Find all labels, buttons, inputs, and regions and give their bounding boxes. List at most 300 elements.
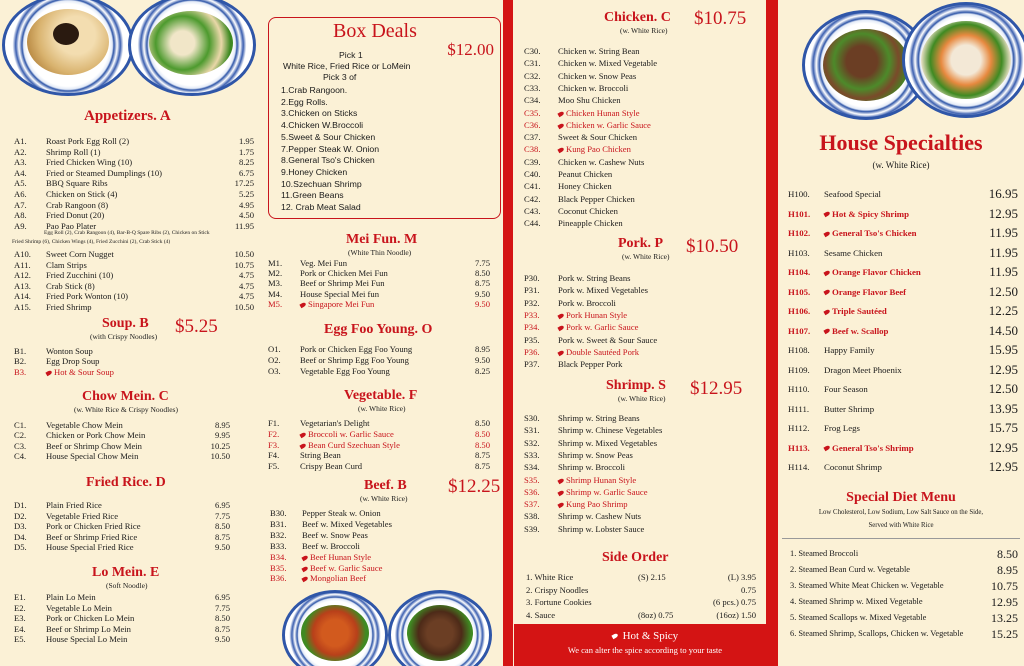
item-name: Crab Rangoon (8) — [46, 199, 109, 210]
item-price: 5.25 — [238, 189, 254, 199]
item-code: C34. — [524, 95, 541, 106]
item-code: F1. — [268, 418, 280, 428]
menu-item-row — [14, 189, 254, 199]
box-deal-option: 4.Chicken W.Broccoli — [281, 120, 364, 131]
item-price: 4.75 — [238, 270, 254, 281]
item-code: S39. — [524, 523, 540, 534]
vegetable-title: Vegetable. F — [344, 388, 418, 403]
menu-item-row — [270, 552, 470, 562]
special-diet-title: Special Diet Menu — [846, 490, 956, 505]
side-order-row — [526, 610, 756, 620]
chow-mein-subtitle: (w. White Rice & Crispy Noodles) — [74, 405, 178, 414]
menu-item-row — [268, 461, 490, 471]
item-price: 12.95 — [988, 361, 1018, 377]
item-name: Pao Pao Plater — [46, 220, 97, 231]
item-price: 9.50 — [214, 542, 230, 553]
item-code: C43. — [524, 205, 541, 216]
menu-item-row — [14, 147, 254, 157]
item-price: 11.95 — [989, 225, 1018, 240]
item-price: 6.95 — [214, 500, 230, 510]
box-deals-pick-3: Pick 3 of — [323, 72, 357, 82]
house-specialty-row — [788, 244, 1018, 260]
menu-item-row — [524, 359, 724, 369]
item-name: Beef w. Snow Peas — [302, 529, 368, 540]
chili-icon — [557, 350, 564, 356]
item-code: O3. — [268, 366, 281, 376]
item-name: Sweet Corn Nugget — [46, 249, 114, 259]
item-name: Pork w. Broccoli — [558, 297, 616, 308]
item-name: Beef or Shrimp Lo Mein — [46, 623, 131, 634]
box-deal-option: 1.Crab Rangoon. — [281, 85, 348, 95]
column-3 — [514, 0, 776, 666]
item-name: Vegetarian's Delight — [300, 418, 370, 428]
item-name: Vegetable Lo Mein — [46, 602, 112, 613]
chili-icon — [557, 110, 564, 116]
box-deal-option: 10.Szechuan Shrimp — [281, 178, 362, 189]
menu-item-row — [270, 563, 470, 573]
box-deals-title: Box Deals — [333, 20, 417, 42]
item-name: Pork or Chicken Mei Fun — [300, 268, 388, 279]
item-code: S34. — [524, 462, 540, 473]
house-specialty-row — [788, 422, 1018, 434]
item-name: General Tso's Shrimp — [824, 442, 914, 454]
item-name: Peanut Chicken — [558, 169, 613, 179]
item-name: Shrimp Roll (1) — [46, 146, 101, 157]
item-code: B31. — [270, 518, 287, 529]
item-name: General Tso's Chicken — [824, 227, 917, 239]
item-price: 8.75 — [214, 623, 230, 634]
dumplings-plate-image — [2, 0, 134, 96]
item-name: Crispy Bean Curd — [300, 461, 363, 472]
special-diet-note-2: Served with White Rice — [868, 522, 934, 529]
item-name: Crab Stick (8) — [46, 280, 95, 291]
item-name: Shrimp w. Lobster Sauce — [558, 523, 645, 534]
vegetable-subtitle: (w. White Rice) — [358, 404, 406, 413]
item-code: B30. — [270, 508, 287, 518]
footer-note: We can alter the spice according to your taste — [567, 645, 723, 655]
item-code: F4. — [268, 450, 280, 461]
item-name: Beef w. Broccoli — [302, 540, 360, 551]
item-price: 9.50 — [214, 634, 230, 645]
item-name: Beef or Shrimp Chow Mein — [46, 440, 142, 451]
side-order-name: 1. White Rice — [526, 572, 574, 582]
item-name: Beef w. Mixed Vegetables — [302, 518, 392, 529]
menu-item-row — [14, 178, 254, 188]
item-price: 6.95 — [214, 592, 230, 602]
menu-item-row — [268, 418, 490, 428]
item-code: S37. — [524, 499, 540, 510]
chow-mein-title: Chow Mein. C — [82, 389, 169, 404]
menu-item-row — [524, 169, 724, 179]
menu-item-row — [524, 450, 724, 460]
chili-icon — [823, 231, 830, 237]
item-name: Hot & Sour Soup — [46, 367, 114, 377]
item-code: H114. — [788, 462, 810, 472]
chicken-subtitle: (w. White Rice) — [620, 26, 668, 35]
side-order-name: 2. Crispy Noodles — [526, 584, 589, 595]
menu-item-row — [270, 541, 470, 551]
item-name: Orange Flavor Beef — [824, 286, 906, 298]
item-code: C31. — [524, 58, 541, 69]
item-name: Plain Fried Rice — [46, 500, 102, 510]
mei-fun-title: Mei Fun. M — [346, 232, 418, 247]
item-code: A15. — [14, 302, 31, 312]
menu-item-row — [14, 451, 230, 461]
plater-note-2: Fried Shrimp (6), Chicken Wings (4), Fried Zucchini (2), Crab Stick (4) — [12, 239, 171, 245]
menu-item-row — [14, 603, 230, 613]
side-order-row — [526, 585, 756, 595]
item-name: Pork w. String Beans — [558, 273, 631, 283]
house-specialty-row — [788, 305, 1018, 317]
item-price: 11.95 — [989, 244, 1018, 260]
side-order-small-price: (8oz) 0.75 — [638, 609, 674, 620]
menu-item-row — [14, 441, 230, 451]
item-code: B34. — [270, 551, 287, 562]
red-divider-left — [503, 0, 513, 666]
item-code: A13. — [14, 280, 31, 291]
item-name: Chicken Hunan Style — [558, 108, 640, 118]
item-code: C1. — [14, 420, 27, 430]
chili-icon — [557, 325, 564, 331]
item-price: 13.95 — [988, 400, 1018, 416]
menu-item-row — [14, 624, 230, 634]
item-code: M2. — [268, 268, 283, 279]
menu-item-row — [268, 450, 490, 460]
item-name: 1. Steamed Broccoli — [790, 549, 859, 558]
item-code: A10. — [14, 249, 31, 259]
item-code: S33. — [524, 449, 540, 460]
item-name: Beef or Shrimp Fried Rice — [46, 531, 138, 542]
item-code: C2. — [14, 430, 27, 441]
item-name: Hot & Spicy Shrimp — [824, 208, 909, 220]
item-code: E3. — [14, 613, 26, 624]
item-code: H109. — [788, 364, 810, 375]
menu-item-row — [524, 108, 724, 118]
lo-mein-subtitle: (Soft Noodle) — [106, 581, 148, 590]
item-price: 8.75 — [474, 278, 490, 289]
menu-item-row — [524, 83, 724, 93]
house-specialties-title: House Specialties — [819, 130, 983, 155]
item-price: 13.25 — [991, 611, 1018, 625]
item-code: H108. — [788, 345, 810, 355]
item-code: C39. — [524, 156, 541, 167]
item-price: 8.75 — [214, 531, 230, 542]
item-code: C30. — [524, 46, 541, 56]
menu-item-row — [270, 519, 470, 529]
item-code: M3. — [268, 278, 283, 289]
item-code: P34. — [524, 322, 540, 333]
side-order-large-price: 0.75 — [740, 584, 756, 595]
house-specialty-row — [788, 439, 1018, 455]
item-name: Vegetable Chow Mein — [46, 420, 123, 430]
item-code: E1. — [14, 592, 26, 602]
menu-item-row — [524, 487, 724, 497]
item-code: H100. — [788, 189, 810, 199]
menu-item-row — [524, 310, 724, 320]
item-name: Beef Hunan Style — [302, 552, 371, 562]
chili-icon — [823, 211, 830, 217]
item-name: Kung Pao Shrimp — [558, 499, 628, 509]
item-price: 4.50 — [238, 210, 254, 221]
item-name: 2. Steamed Bean Curd w. Vegetable — [790, 565, 911, 574]
item-price: 8.95 — [997, 563, 1018, 577]
side-order-name: 3. Fortune Cookies — [526, 597, 592, 608]
item-code: A2. — [14, 146, 27, 157]
item-code: A12. — [14, 270, 31, 281]
menu-item-row — [14, 521, 230, 531]
item-name: 3. Steamed White Meat Chicken w. Vegetable — [790, 581, 944, 590]
chili-icon — [823, 445, 830, 451]
item-name: Butter Shrimp — [824, 403, 875, 414]
shrimp-subtitle: (w. White Rice) — [618, 394, 666, 403]
item-price: 8.50 — [214, 613, 230, 624]
item-price: 4.75 — [238, 280, 254, 291]
chili-icon — [823, 328, 830, 334]
menu-item-row — [524, 157, 724, 167]
item-name: Pineapple Chicken — [558, 218, 623, 229]
item-code: H106. — [788, 306, 811, 316]
menu-item-row — [268, 278, 490, 288]
side-order-small-price: (S) 2.15 — [638, 572, 666, 582]
box-deal-option: 5.Sweet & Sour Chicken — [281, 131, 376, 142]
menu-item-row — [14, 168, 254, 178]
chili-icon — [299, 442, 306, 448]
lo-mein-title: Lo Mein. E — [92, 565, 160, 580]
item-name: Chicken w. Snow Peas — [558, 70, 637, 81]
special-diet-row — [790, 579, 1018, 593]
item-name: Shrimp w. Broccoli — [558, 462, 625, 473]
item-name: Shrimp w. Chinese Vegetables — [558, 425, 663, 436]
chili-icon — [823, 289, 830, 295]
item-code: H104. — [788, 267, 811, 277]
chili-icon — [823, 309, 830, 315]
menu-item-row — [524, 425, 724, 435]
item-name: Chicken w. Mixed Vegetable — [558, 58, 658, 69]
house-specialty-row — [788, 266, 1018, 278]
box-deal-option: 12. Crab Meat Salad — [281, 202, 361, 212]
item-price: 10.75 — [234, 259, 254, 270]
item-name: Shrimp w. Snow Peas — [558, 449, 633, 460]
item-code: D3. — [14, 521, 27, 532]
item-name: Fried Pork Wonton (10) — [46, 291, 128, 302]
house-specialty-row — [788, 361, 1018, 377]
item-price: 12.50 — [988, 283, 1018, 299]
item-code: S30. — [524, 413, 540, 423]
item-name: 5. Steamed Scallops w. Mixed Vegetable — [790, 613, 927, 622]
item-code: D5. — [14, 542, 27, 553]
house-specialty-row — [788, 188, 1018, 200]
item-name: Shrimp w. Cashew Nuts — [558, 511, 641, 522]
menu-item-row — [524, 298, 724, 308]
mei-fun-subtitle: (White Thin Noodle) — [348, 248, 412, 257]
menu-item-row — [268, 429, 490, 439]
item-price: 6.75 — [238, 167, 254, 178]
menu-item-row — [268, 258, 490, 268]
item-code: P33. — [524, 309, 540, 320]
item-code: C42. — [524, 193, 541, 204]
item-code: C44. — [524, 218, 541, 229]
item-code: B2. — [14, 356, 27, 367]
menu-item-row — [14, 136, 254, 146]
item-code: F2. — [268, 428, 280, 439]
item-code: C37. — [524, 132, 541, 143]
menu-item-row — [14, 260, 254, 270]
item-price: 10.50 — [210, 450, 230, 461]
item-name: Chicken w. String Bean — [558, 46, 640, 56]
item-name: Black Pepper Pork — [558, 359, 623, 370]
appetizers-title: Appetizers. A — [84, 108, 171, 124]
item-price: 16.95 — [988, 186, 1018, 201]
item-price: 10.50 — [234, 249, 254, 259]
menu-item-row — [524, 322, 724, 332]
special-diet-row — [790, 595, 1018, 609]
egg-foo-young-title: Egg Foo Young. O — [324, 322, 433, 337]
beef-price: $12.25 — [448, 476, 501, 497]
menu-item-row — [14, 420, 230, 430]
item-name: Beef w. Garlic Sauce — [302, 563, 382, 573]
item-name: Frog Legs — [824, 423, 860, 433]
menu-item-row — [524, 335, 724, 345]
side-order-large-price: (6 pcs.) 0.75 — [713, 597, 756, 608]
house-specialty-row — [788, 383, 1018, 395]
item-name: House Special Fried Rice — [46, 542, 134, 553]
item-name: Moo Shu Chicken — [558, 95, 621, 106]
item-name: Pork or Chicken Egg Foo Young — [300, 344, 413, 354]
item-name: Shrimp w. Mixed Vegetables — [558, 437, 658, 448]
item-code: P31. — [524, 285, 540, 296]
chili-icon — [557, 477, 564, 483]
footer-title-row — [514, 630, 776, 642]
item-name: Mongolian Beef — [302, 573, 366, 583]
item-code: O2. — [268, 355, 281, 365]
special-diet-row — [790, 627, 1018, 641]
item-name: Pork or Chicken Lo Mein — [46, 613, 135, 624]
item-name: Wonton Soup — [46, 346, 93, 356]
menu-item-row — [14, 249, 254, 259]
item-name: Four Season — [824, 384, 868, 394]
box-deal-option: 2.Egg Rolls. — [281, 96, 328, 107]
special-diet-row — [790, 563, 1018, 577]
item-price: 14.50 — [988, 322, 1018, 338]
item-name: Chicken w. Broccoli — [558, 82, 629, 93]
side-order-large-price: (16oz) 1.50 — [716, 609, 756, 620]
item-name: Beef or Shrimp Egg Foo Young — [300, 355, 409, 365]
menu-item-row — [14, 346, 254, 356]
item-name: Pork w. Mixed Vegetables — [558, 285, 648, 296]
special-diet-divider — [782, 538, 1020, 539]
menu-item-row — [524, 462, 724, 472]
house-specialty-row — [788, 205, 1018, 221]
item-name: Fried Donut (20) — [46, 210, 105, 221]
item-name: Sweet & Sour Chicken — [558, 132, 638, 143]
item-code: A7. — [14, 199, 27, 210]
item-code: P35. — [524, 334, 540, 345]
item-price: 8.25 — [238, 157, 254, 168]
item-code: O1. — [268, 344, 281, 354]
item-code: S35. — [524, 474, 540, 485]
item-name: House Special Mei fun — [300, 288, 379, 299]
item-name: Clam Strips — [46, 259, 87, 270]
item-price: 12.95 — [988, 205, 1018, 221]
item-name: Triple Sautéed — [824, 305, 887, 317]
item-name: Coconut Shrimp — [824, 462, 882, 472]
chili-icon — [557, 490, 564, 496]
item-name: Vegetable Fried Rice — [46, 510, 119, 521]
item-code: C3. — [14, 440, 27, 451]
special-diet-row — [790, 611, 1018, 625]
item-code: A9. — [14, 220, 27, 231]
item-code: H101. — [788, 208, 811, 219]
item-code: H111. — [788, 403, 810, 414]
item-code: B36. — [270, 573, 287, 584]
item-price: 9.50 — [474, 288, 490, 299]
menu-item-row — [268, 268, 490, 278]
item-code: C40. — [524, 169, 541, 179]
menu-item-row — [524, 438, 724, 448]
chili-icon — [301, 554, 308, 560]
chili-icon — [301, 576, 308, 582]
item-code: H102. — [788, 228, 811, 238]
item-name: 6. Steamed Shrimp, Scallops, Chicken w. Vegetable — [790, 629, 964, 638]
item-price: 8.50 — [214, 521, 230, 532]
item-code: C4. — [14, 450, 27, 461]
menu-item-row — [268, 344, 490, 354]
item-code: A1. — [14, 136, 27, 146]
pork-subtitle: (w. White Rice) — [622, 252, 670, 261]
item-code: C35. — [524, 107, 541, 118]
item-name: Plain Lo Mein — [46, 592, 96, 602]
general-tso-plate-image — [282, 590, 388, 666]
menu-item-row — [524, 285, 724, 295]
menu-item-row — [524, 273, 724, 283]
item-price: 8.50 — [474, 428, 490, 439]
item-code: P37. — [524, 359, 540, 370]
house-specialties-subtitle: (w. White Rice) — [872, 160, 930, 170]
item-code: H105. — [788, 286, 811, 297]
item-price: 11.95 — [234, 220, 254, 231]
plater-note-1: Egg Roll (2), Crab Rangoon (4), Bar-B-Q Spare Ribs (2), Chicken on Stick — [44, 230, 210, 236]
item-name: Chicken w. Cashew Nuts — [558, 156, 645, 167]
box-deals-pick-1: Pick 1 — [339, 50, 363, 60]
item-code: S31. — [524, 425, 540, 436]
menu-item-row — [14, 500, 230, 510]
side-order-large-price: (L) 3.95 — [727, 572, 756, 582]
menu-item-row — [14, 291, 254, 301]
chili-icon — [557, 502, 564, 508]
soup-title: Soup. B — [102, 316, 149, 331]
pork-title: Pork. P — [618, 236, 664, 251]
menu-item-row — [524, 95, 724, 105]
item-code: S36. — [524, 486, 540, 497]
box-deals-panel — [268, 17, 501, 219]
item-name: House Special Lo Mein — [46, 634, 128, 645]
item-name: Fried Chicken Wing (10) — [46, 157, 133, 168]
item-price: 8.50 — [474, 268, 490, 279]
house-specialty-row — [788, 283, 1018, 299]
item-code: B3. — [14, 366, 27, 377]
menu-item-row — [524, 144, 724, 154]
chili-icon — [557, 123, 564, 129]
item-code: B35. — [270, 562, 287, 573]
item-name: Beef or Shrimp Mei Fun — [300, 278, 385, 289]
item-name: Vegetable Egg Foo Young — [300, 366, 390, 376]
fried-rice-title: Fried Rice. D — [86, 475, 166, 490]
menu-item-row — [14, 210, 254, 220]
house-specialty-row — [788, 227, 1018, 239]
side-order-row — [526, 572, 756, 582]
item-price: 8.50 — [997, 547, 1018, 561]
item-code: E4. — [14, 623, 26, 634]
